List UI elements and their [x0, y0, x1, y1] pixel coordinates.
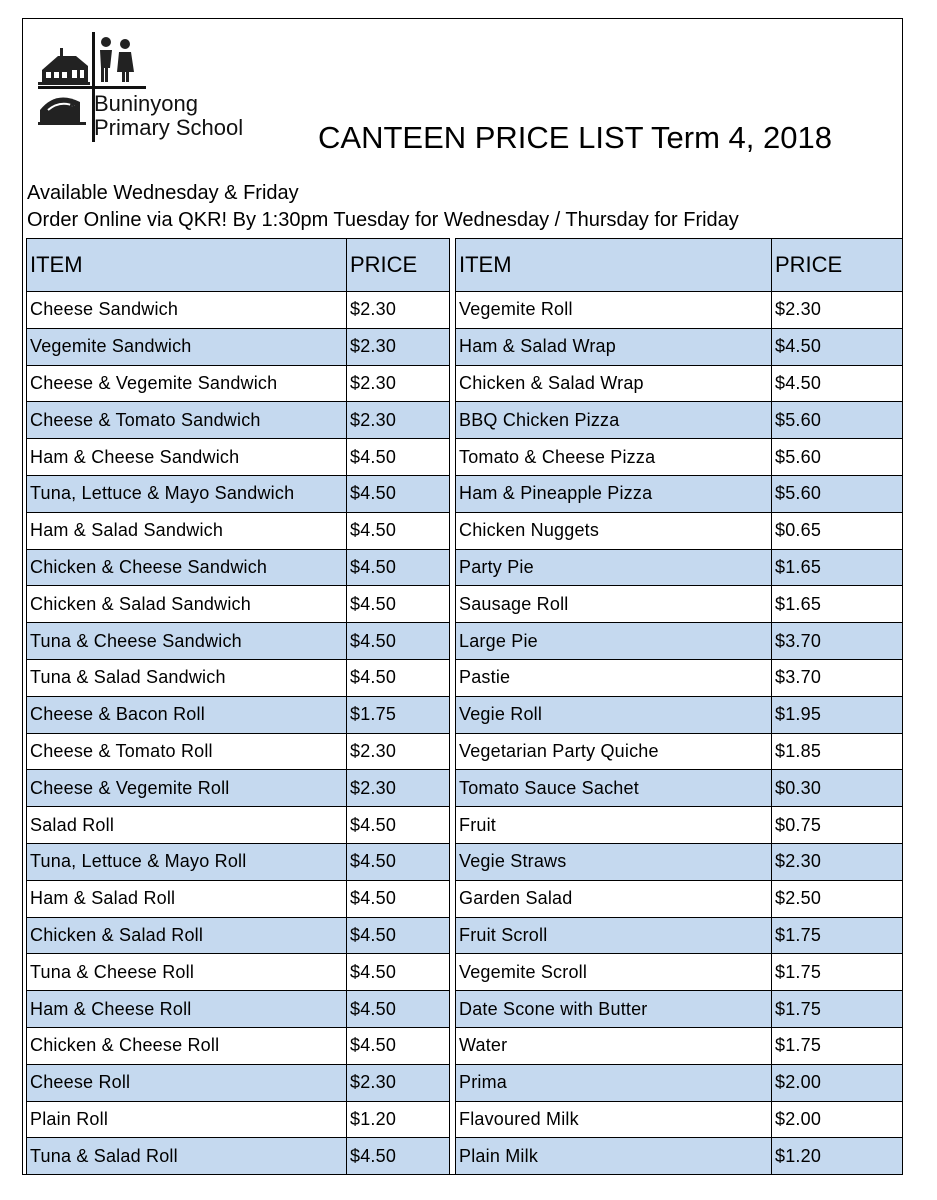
table-row: [456, 991, 903, 1028]
table-row: [27, 843, 450, 880]
table-row: [27, 365, 450, 402]
item-price: $2.30: [772, 292, 903, 329]
item-price: $1.65: [772, 549, 903, 586]
item-price: $1.75: [772, 954, 903, 991]
item-price: $2.50: [772, 880, 903, 917]
table-row: [27, 696, 450, 733]
item-name: Plain Milk: [456, 1138, 772, 1175]
item-name: BBQ Chicken Pizza: [456, 402, 772, 439]
table-row: [27, 880, 450, 917]
table-row: [27, 1064, 450, 1101]
item-name: Vegemite Roll: [456, 292, 772, 329]
table-row: [456, 659, 903, 696]
table-row: [456, 733, 903, 770]
table-row: [27, 328, 450, 365]
table-row: [27, 623, 450, 660]
table-row: [456, 880, 903, 917]
column-header-item: ITEM: [456, 239, 772, 292]
item-name: Prima: [456, 1064, 772, 1101]
item-name: Ham & Cheese Roll: [27, 991, 347, 1028]
item-name: Ham & Salad Wrap: [456, 328, 772, 365]
item-price: $4.50: [347, 843, 450, 880]
table-row: [27, 475, 450, 512]
table-row: [456, 917, 903, 954]
item-price: $4.50: [347, 954, 450, 991]
ordering-text: Order Online via QKR! By 1:30pm Tuesday for Wednesday / Thursday for Friday: [27, 209, 739, 231]
item-price: $1.75: [772, 1027, 903, 1064]
table-row: [27, 402, 450, 439]
item-price: $2.30: [347, 292, 450, 329]
table-row: [456, 843, 903, 880]
item-name: Plain Roll: [27, 1101, 347, 1138]
table-row: [456, 328, 903, 365]
item-name: Chicken & Salad Sandwich: [27, 586, 347, 623]
item-name: Cheese Roll: [27, 1064, 347, 1101]
item-price: $3.70: [772, 623, 903, 660]
item-name: Chicken Nuggets: [456, 512, 772, 549]
item-price: $5.60: [772, 439, 903, 476]
table-row: [456, 807, 903, 844]
item-name: Cheese & Bacon Roll: [27, 696, 347, 733]
table-row: [27, 586, 450, 623]
item-name: Ham & Pineapple Pizza: [456, 475, 772, 512]
item-price: $4.50: [347, 807, 450, 844]
item-name: Vegie Straws: [456, 843, 772, 880]
item-price: $4.50: [347, 512, 450, 549]
item-name: Tuna & Cheese Sandwich: [27, 623, 347, 660]
school-name: [94, 92, 243, 140]
item-price: $4.50: [347, 1138, 450, 1175]
item-price: $2.30: [347, 402, 450, 439]
item-price: $4.50: [347, 475, 450, 512]
table-row: [456, 954, 903, 991]
item-name: Tuna & Salad Roll: [27, 1138, 347, 1175]
item-name: Sausage Roll: [456, 586, 772, 623]
table-row: [27, 991, 450, 1028]
item-name: Chicken & Cheese Sandwich: [27, 549, 347, 586]
item-name: Chicken & Cheese Roll: [27, 1027, 347, 1064]
item-price: $4.50: [347, 991, 450, 1028]
table-row: [27, 512, 450, 549]
availability-text: Available Wednesday & Friday: [27, 182, 299, 204]
table-row: [27, 733, 450, 770]
item-price: $4.50: [347, 439, 450, 476]
school-name-line2: Primary School: [94, 115, 244, 140]
table-row: [27, 807, 450, 844]
item-price: $2.30: [347, 770, 450, 807]
item-price: $2.30: [347, 365, 450, 402]
item-price: $2.30: [347, 733, 450, 770]
item-name: Tomato Sauce Sachet: [456, 770, 772, 807]
item-name: Ham & Salad Sandwich: [27, 512, 347, 549]
item-name: Water: [456, 1027, 772, 1064]
item-price: $2.00: [772, 1101, 903, 1138]
table-row: [456, 549, 903, 586]
item-name: Salad Roll: [27, 807, 347, 844]
item-name: Vegie Roll: [456, 696, 772, 733]
table-row: [456, 1064, 903, 1101]
item-name: Cheese & Vegemite Sandwich: [27, 365, 347, 402]
item-price: $1.65: [772, 586, 903, 623]
item-name: Garden Salad: [456, 880, 772, 917]
item-name: Cheese Sandwich: [27, 292, 347, 329]
item-price: $0.30: [772, 770, 903, 807]
item-price: $4.50: [347, 659, 450, 696]
item-name: Fruit: [456, 807, 772, 844]
item-price: $1.75: [772, 917, 903, 954]
item-name: Tuna & Cheese Roll: [27, 954, 347, 991]
item-name: Flavoured Milk: [456, 1101, 772, 1138]
table-row: [27, 439, 450, 476]
item-price: $0.65: [772, 512, 903, 549]
item-price: $1.75: [347, 696, 450, 733]
item-price: $4.50: [772, 365, 903, 402]
table-row: [456, 402, 903, 439]
table-row: [456, 439, 903, 476]
item-price: $1.85: [772, 733, 903, 770]
item-price: $0.75: [772, 807, 903, 844]
item-price: $4.50: [347, 586, 450, 623]
item-price: $4.50: [772, 328, 903, 365]
table-row: [27, 549, 450, 586]
item-price: $2.30: [347, 328, 450, 365]
item-price: $2.30: [347, 1064, 450, 1101]
table-row: [456, 1027, 903, 1064]
column-header-price: PRICE: [347, 239, 450, 292]
item-name: Vegetarian Party Quiche: [456, 733, 772, 770]
item-name: Ham & Salad Roll: [27, 880, 347, 917]
item-name: Large Pie: [456, 623, 772, 660]
item-price: $2.30: [772, 843, 903, 880]
table-row: [27, 770, 450, 807]
item-name: Cheese & Tomato Roll: [27, 733, 347, 770]
item-price: $1.95: [772, 696, 903, 733]
table-row: [27, 917, 450, 954]
table-row: [456, 586, 903, 623]
item-price: $5.60: [772, 402, 903, 439]
item-name: Date Scone with Butter: [456, 991, 772, 1028]
item-name: Chicken & Salad Wrap: [456, 365, 772, 402]
item-price: $2.00: [772, 1064, 903, 1101]
table-row: [456, 475, 903, 512]
item-price: $4.50: [347, 549, 450, 586]
item-name: Vegemite Sandwich: [27, 328, 347, 365]
table-row: [27, 954, 450, 991]
item-price: $4.50: [347, 623, 450, 660]
item-price: $5.60: [772, 475, 903, 512]
item-price: $3.70: [772, 659, 903, 696]
page-title: CANTEEN PRICE LIST Term 4, 2018: [318, 120, 832, 155]
item-price: $1.75: [772, 991, 903, 1028]
item-name: Fruit Scroll: [456, 917, 772, 954]
price-table-left: [26, 238, 450, 1175]
table-row: [456, 696, 903, 733]
table-row: [456, 292, 903, 329]
item-name: Pastie: [456, 659, 772, 696]
item-name: Cheese & Tomato Sandwich: [27, 402, 347, 439]
item-name: Chicken & Salad Roll: [27, 917, 347, 954]
price-table-right: [455, 238, 903, 1175]
school-name-line1: Buninyong: [94, 91, 198, 116]
table-row: [456, 365, 903, 402]
item-name: Tuna, Lettuce & Mayo Roll: [27, 843, 347, 880]
table-row: [456, 1101, 903, 1138]
table-row: [27, 1027, 450, 1064]
item-price: $4.50: [347, 880, 450, 917]
item-price: $1.20: [347, 1101, 450, 1138]
table-row: [456, 512, 903, 549]
table-row: [27, 292, 450, 329]
item-price: $4.50: [347, 917, 450, 954]
table-row: [27, 659, 450, 696]
table-row: [27, 1101, 450, 1138]
item-name: Cheese & Vegemite Roll: [27, 770, 347, 807]
item-name: Tuna & Salad Sandwich: [27, 659, 347, 696]
column-header-item: ITEM: [27, 239, 347, 292]
table-row: [456, 1138, 903, 1175]
item-name: Tuna, Lettuce & Mayo Sandwich: [27, 475, 347, 512]
item-name: Party Pie: [456, 549, 772, 586]
table-row: [456, 770, 903, 807]
item-name: Tomato & Cheese Pizza: [456, 439, 772, 476]
column-separator: [449, 238, 450, 1175]
item-name: Vegemite Scroll: [456, 954, 772, 991]
column-header-price: PRICE: [772, 239, 903, 292]
item-name: Ham & Cheese Sandwich: [27, 439, 347, 476]
table-row: [27, 1138, 450, 1175]
table-row: [456, 623, 903, 660]
item-price: $1.20: [772, 1138, 903, 1175]
item-price: $4.50: [347, 1027, 450, 1064]
